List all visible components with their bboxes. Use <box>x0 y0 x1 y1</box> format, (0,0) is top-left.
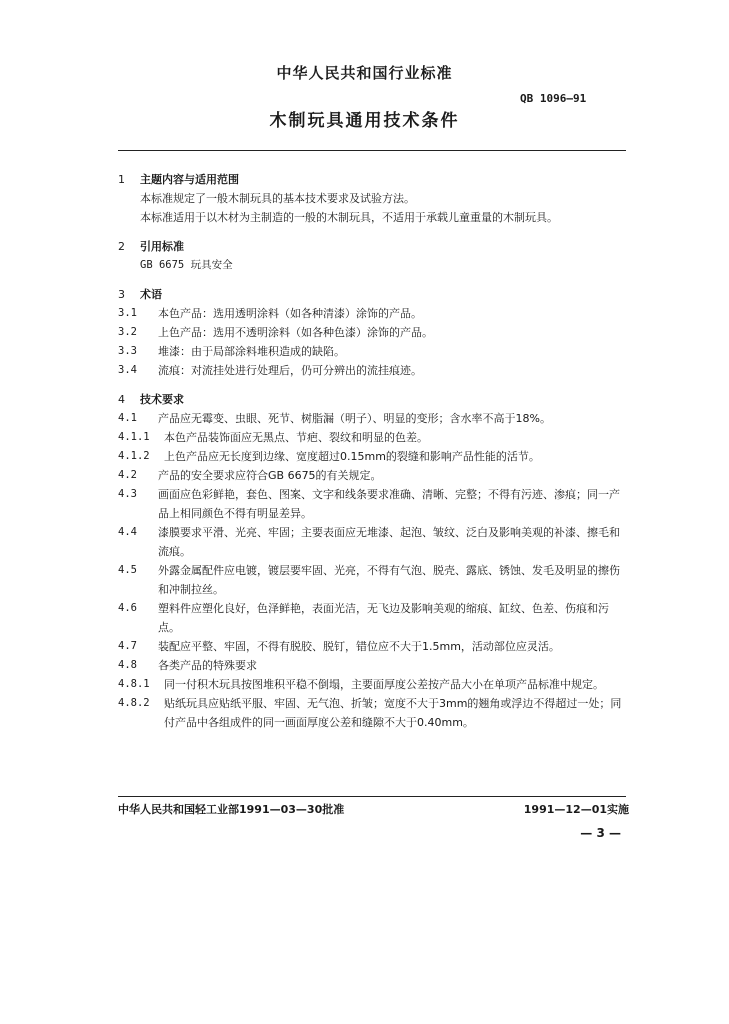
clause <box>118 599 628 637</box>
clause-number: 3.4 <box>118 364 137 376</box>
clause-number: 4.3 <box>118 488 137 500</box>
section-heading <box>118 170 628 189</box>
clause <box>118 361 628 380</box>
section-number: 4 <box>118 393 125 406</box>
clause-text: 上色产品应无长度到边缘、宽度超过0.15mm的裂缝和影响产品性能的活节。 <box>164 450 540 463</box>
footer-divider <box>118 796 626 797</box>
clause-number: 3.2 <box>118 326 137 338</box>
standard-number: QB 1096—91 <box>520 92 587 105</box>
clause-text: 产品的安全要求应符合GB 6675的有关规定。 <box>158 469 382 482</box>
clause-text: 流痕：对流挂处进行处理后，仍可分辨出的流挂痕迹。 <box>158 364 422 377</box>
approval-line: 中华人民共和国轻工业部1991—03—30批准 <box>118 803 345 816</box>
section-heading <box>118 237 628 256</box>
header-divider <box>118 150 626 151</box>
clause-text: 本色产品：选用透明涂料（如各种清漆）涂饰的产品。 <box>158 307 422 320</box>
clause-number: 4.8 <box>118 659 137 671</box>
clause-number: 3.1 <box>118 307 137 319</box>
section-number: 1 <box>118 173 125 186</box>
section-heading <box>118 285 628 304</box>
clause-number: 4.1.2 <box>118 450 150 462</box>
clause-text: 堆漆：由于局部涂料堆积造成的缺陷。 <box>158 345 345 358</box>
clause-number: 4.8.1 <box>118 678 150 690</box>
clause-number: 4.1 <box>118 412 137 424</box>
paragraph: 本标准规定了一般木制玩具的基本技术要求及试验方法。 <box>140 192 415 205</box>
clause <box>118 447 628 466</box>
clause-text: 贴纸玩具应贴纸平服、牢固、无气泡、折皱；宽度不大于3mm的翘角或浮边不得超过一处；同付产品中各组成件的同一画面厚度公差和缝隙不大于0.40mm。 <box>164 697 622 729</box>
section-title: 术语 <box>140 288 162 301</box>
clause-number: 4.2 <box>118 469 137 481</box>
clause <box>118 637 628 656</box>
section-title: 技术要求 <box>140 393 184 406</box>
clause-text: 同一付积木玩具按图堆积平稳不倒塌，主要面厚度公差按产品大小在单项产品标准中规定。 <box>164 678 604 691</box>
clause <box>118 428 628 447</box>
clause <box>118 694 628 732</box>
clause <box>118 342 628 361</box>
clause-number: 4.1.1 <box>118 431 150 443</box>
referenced-standard: GB 6675 玩具安全 <box>140 259 233 271</box>
clause <box>118 656 628 675</box>
clause-number: 4.8.2 <box>118 697 150 709</box>
clause-number: 4.7 <box>118 640 137 652</box>
page-number: — 3 — <box>580 826 621 840</box>
clause <box>118 304 628 323</box>
clause <box>118 323 628 342</box>
clause-text: 产品应无霉变、虫眼、死节、树脂漏（明子）、明显的变形；含水率不高于18%。 <box>158 412 551 425</box>
section-title: 主题内容与适用范围 <box>140 173 239 186</box>
section-number: 2 <box>118 240 125 253</box>
clause <box>118 523 628 561</box>
clause-text: 漆膜要求平滑、光亮、牢固；主要表面应无堆漆、起泡、皱纹、泛白及影响美观的补漆、擦毛和流痕。 <box>158 526 620 558</box>
clause <box>118 561 628 599</box>
section-heading <box>118 390 628 409</box>
clause-number: 4.6 <box>118 602 137 614</box>
clause <box>118 675 628 694</box>
document-body <box>118 170 628 732</box>
clause <box>118 485 628 523</box>
clause-text: 画面应色彩鲜艳，套色、图案、文字和线条要求准确、清晰、完整；不得有污迹、渗痕；同一产品上相同颜色不得有明显差异。 <box>158 488 620 520</box>
section-number: 3 <box>118 288 125 301</box>
clause-number: 4.5 <box>118 564 137 576</box>
clause-text: 外露金属配件应电镀，镀层要牢固、光亮，不得有气泡、脱壳、露底、锈蚀、发毛及明显的擦伤和冲制拉丝。 <box>158 564 620 596</box>
clause <box>118 409 628 428</box>
effective-date: 1991—12—01实施 <box>523 803 629 816</box>
issuing-body-title: 中华人民共和国行业标准 <box>276 64 453 82</box>
clause <box>118 466 628 485</box>
clause-number: 3.3 <box>118 345 137 357</box>
clause-text: 装配应平整、牢固，不得有脱胶、脱钉，错位应不大于1.5mm，活动部位应灵活。 <box>158 640 560 653</box>
paragraph: 本标准适用于以木材为主制造的一般的木制玩具，不适用于承载儿童重量的木制玩具。 <box>140 211 558 224</box>
section-title: 引用标准 <box>140 240 184 253</box>
clause-text: 本色产品装饰面应无黑点、节疤、裂纹和明显的色差。 <box>164 431 428 444</box>
document-title: 木制玩具通用技术条件 <box>269 111 460 131</box>
clause-text: 各类产品的特殊要求 <box>158 659 257 672</box>
clause-text: 塑料件应塑化良好，色泽鲜艳，表面光洁，无飞边及影响美观的缩痕、缸纹、色差、伤痕和污点。 <box>158 602 609 634</box>
clause-number: 4.4 <box>118 526 137 538</box>
clause-text: 上色产品：选用不透明涂料（如各种色漆）涂饰的产品。 <box>158 326 433 339</box>
